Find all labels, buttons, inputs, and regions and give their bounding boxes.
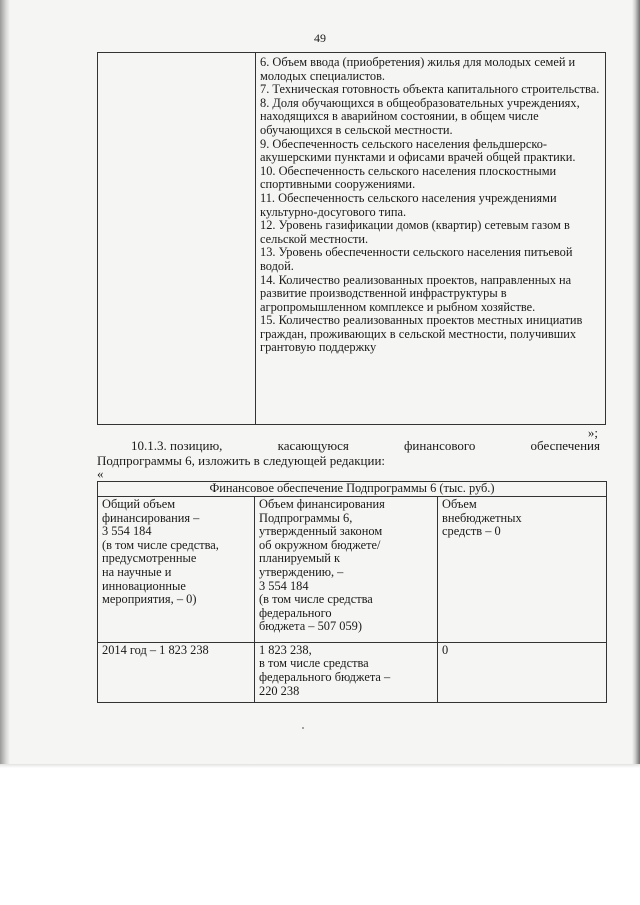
indicator-item: 14. Количество реализованных проектов, направленных на развитие производственной инфраструктуры в агропромышленном комплексе и рыбном хозяйстве. (260, 272, 572, 314)
paragraph-word: 10.1.3. позицию, (131, 438, 223, 453)
cell-line: инновационные (102, 578, 186, 593)
cell-line: (в том числе средства, (102, 537, 219, 552)
cell-line: финансирования – (102, 510, 200, 525)
closing-quote: »; (587, 425, 598, 440)
indicator-item: 12. Уровень газификации домов (квартир) сетевым газом в сельской местности. (260, 218, 570, 246)
cell-line: 3 554 184 (102, 524, 152, 539)
indicator-item: 7. Техническая готовность объекта капитального строительства. (260, 82, 600, 97)
cell-line: 220 238 (259, 683, 300, 698)
paragraph-word: обеспечения (530, 438, 600, 453)
paragraph-word: касающуюся (277, 438, 349, 453)
indicator-item: 9. Обеспеченность сельского населения фельдшерско-акушерскими пунктами и офисами врачей общей практики. (260, 136, 576, 165)
indicator-item: 10. Обеспеченность сельского населения плоскостными спортивными сооружениями. (260, 163, 557, 192)
cell-line: федерального бюджета – (259, 669, 391, 684)
cell-line: бюджета – 507 059) (259, 619, 362, 634)
finance-caption-row (98, 482, 607, 497)
scan-speck (302, 727, 304, 729)
indicator-item: 15. Количество реализованных проектов местных инициатив граждан, проживающих в сельской местности, получивших грантовую поддержку (260, 313, 583, 355)
year-subprogram-cell (255, 642, 438, 702)
cell-line: 2014 год – 1 823 238 (102, 642, 209, 657)
cell-line: средств – 0 (442, 524, 501, 539)
finance-header-row (98, 497, 607, 643)
indicators-table (97, 52, 606, 425)
indicator-item: 6. Объем ввода (приобретения) жилья для молодых семей и молодых специалистов. (260, 55, 576, 83)
subprogram-funding-cell (255, 497, 438, 643)
cell-line: федерального (259, 605, 332, 620)
cell-line: Объем (442, 497, 477, 511)
cell-line: (в том числе средства (259, 592, 373, 607)
cell-line: планируемый к (259, 551, 341, 566)
year-total-cell (98, 642, 255, 702)
scan-right-edge (632, 0, 640, 768)
paragraph-word: финансового (404, 438, 476, 453)
cell-line: Подпрограммы 6, (259, 510, 353, 525)
finance-table-caption: Финансовое обеспечение Подпрограммы 6 (тыс. руб.) (98, 482, 607, 497)
indicator-item: 13. Уровень обеспеченности сельского населения питьевой водой. (260, 245, 573, 273)
table-column-divider (255, 53, 256, 424)
indicator-item: 8. Доля обучающихся в общеобразовательных учреждениях, находящихся в аварийном состоянии, в общем числе обучающихся в сельской местности. (260, 95, 580, 137)
cell-line: утверждению, – (259, 564, 344, 579)
total-funding-cell (98, 497, 255, 643)
year-extrabudgetary-cell (438, 642, 607, 702)
cell-line: мероприятия, – 0) (102, 592, 197, 607)
cell-line: предусмотренные (102, 551, 197, 566)
finance-table (97, 481, 607, 703)
cell-line: Объем финансирования (259, 497, 385, 511)
cell-line: утвержденный законом (259, 524, 383, 539)
cell-line: Общий объем (102, 497, 176, 511)
table-row (98, 642, 607, 702)
paragraph-second-line: Подпрограммы 6, изложить в следующей редакции: (97, 453, 386, 468)
scan-left-edge (0, 0, 10, 768)
extrabudgetary-funding-cell (438, 497, 607, 643)
cell-line: внебюджетных (442, 510, 522, 525)
indicators-list (260, 56, 600, 355)
opening-quote: « (97, 466, 104, 481)
paragraph-first-line (97, 438, 600, 453)
cell-line: 1 823 238, (259, 642, 312, 657)
cell-line: на научные и (102, 564, 172, 579)
amendment-paragraph (97, 438, 600, 468)
page-number: 49 (314, 31, 326, 45)
cell-line: об окружном бюджете/ (259, 537, 381, 552)
indicator-item: 11. Обеспеченность сельского населения учреждениями культурно-досугового типа. (260, 190, 557, 219)
scan-bottom-edge (0, 764, 640, 768)
cell-line: 3 554 184 (259, 578, 309, 593)
cell-line: в том числе средства (259, 656, 369, 671)
cell-line: 0 (442, 642, 449, 657)
